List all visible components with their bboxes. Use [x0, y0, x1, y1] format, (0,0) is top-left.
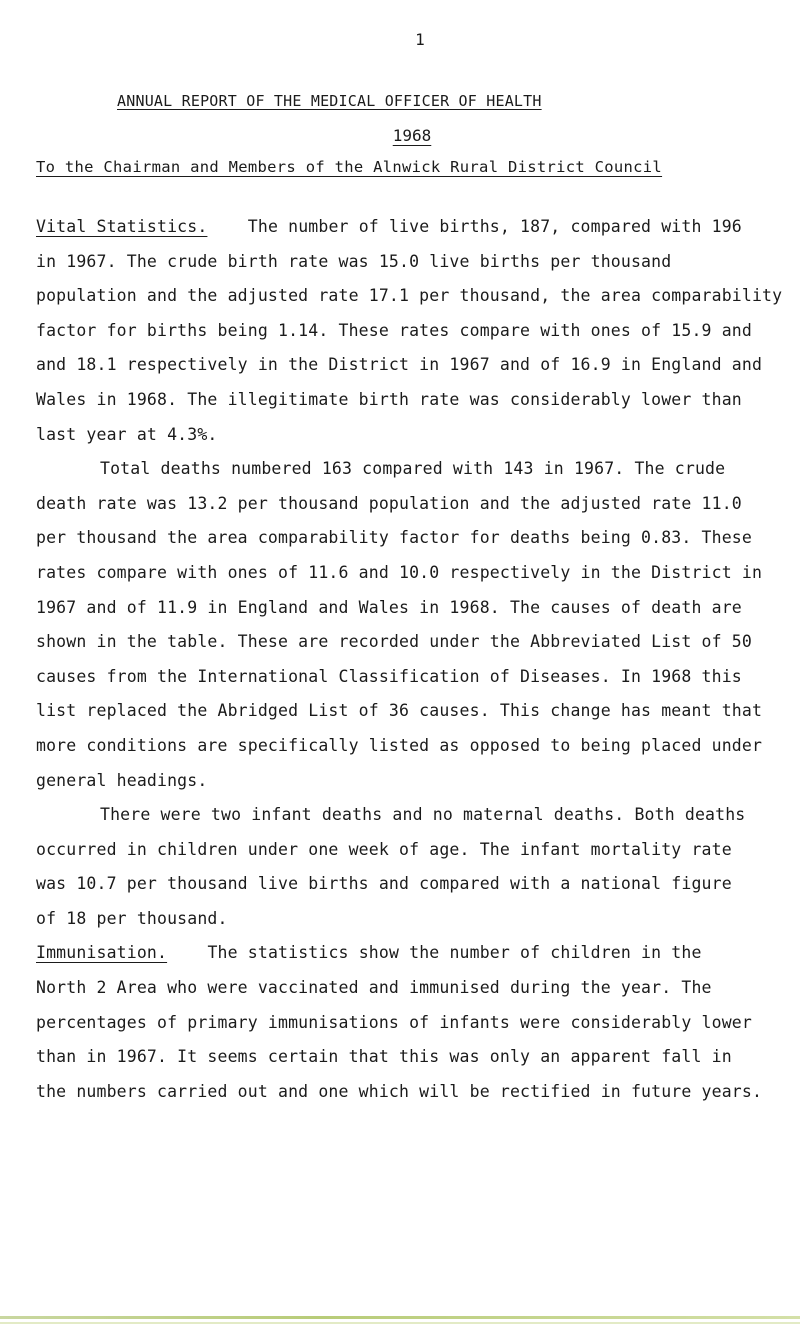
report-title: ANNUAL REPORT OF THE MEDICAL OFFICER OF HEALTH: [117, 92, 542, 110]
text-line: percentages of primary immunisations of infants were considerably lower: [36, 1012, 752, 1032]
text-line: shown in the table. These are recorded under the Abbreviated List of 50: [36, 632, 752, 652]
text-line: last year at 4.3%.: [36, 424, 218, 444]
report-year: [0, 126, 800, 145]
text-line: in 1967. The crude birth rate was 15.0 live births per thousand: [36, 251, 672, 271]
text-line: 1967 and of 11.9 in England and Wales in 1968. The causes of death are: [36, 597, 742, 617]
paragraph-deaths: [36, 452, 776, 798]
text-line: factor for births being 1.14. These rates compare with ones of 15.9 and: [36, 320, 752, 340]
scan-edge-rule: [0, 1316, 800, 1319]
text-line: There were two infant deaths and no maternal deaths. Both deaths: [100, 805, 746, 825]
addressee-line: To the Chairman and Members of the Alnwick Rural District Council: [36, 158, 663, 176]
text-line: was 10.7 per thousand live births and compared with a national figure: [36, 874, 732, 894]
page-number: 1: [415, 30, 425, 49]
text-line: [36, 936, 776, 971]
text-line: Wales in 1968. The illegitimate birth rate was considerably lower than: [36, 389, 742, 409]
text-line: of 18 per thousand.: [36, 908, 228, 928]
text-line-content: The number of live births, 187, compared with 196: [247, 217, 742, 236]
report-year-text: 1968: [392, 126, 432, 145]
text-line: [36, 210, 776, 245]
text-line: more conditions are specifically listed as opposed to being placed under: [36, 735, 763, 755]
text-line: North 2 Area who were vaccinated and immunised during the year. The: [36, 978, 712, 998]
text-line: population and the adjusted rate 17.1 per thousand, the area comparability: [36, 286, 783, 306]
report-body: [36, 210, 783, 1109]
text-line: and 18.1 respectively in the District in 1967 and of 16.9 in England and: [36, 355, 763, 375]
text-line: list replaced the Abridged List of 36 causes. This change has meant that: [36, 701, 763, 721]
text-line: death rate was 13.2 per thousand population and the adjusted rate 11.0: [36, 493, 742, 513]
text-line: the numbers carried out and one which will be rectified in future years.: [36, 1081, 763, 1101]
text-line: occurred in children under one week of age. The infant mortality rate: [36, 839, 732, 859]
text-line: Total deaths numbered 163 compared with 143 in 1967. The crude: [100, 459, 726, 479]
scan-edge-rule-secondary: [0, 1322, 800, 1324]
section-heading-immunisation: Immunisation.: [36, 943, 168, 963]
text-line-content: The statistics show the number of children in the: [207, 943, 702, 963]
text-line: general headings.: [36, 770, 208, 790]
paragraph-vital-statistics: [36, 210, 783, 452]
paragraph-infant-deaths: [36, 798, 776, 936]
text-line: than in 1967. It seems certain that this was only an apparent fall in: [36, 1047, 732, 1067]
text-line: causes from the International Classification of Diseases. In 1968 this: [36, 666, 742, 686]
paragraph-immunisation: [36, 936, 776, 1109]
section-heading-vital-statistics: Vital Statistics.: [36, 217, 208, 236]
text-line: per thousand the area comparability factor for deaths being 0.83. These: [36, 528, 752, 548]
text-line: rates compare with ones of 11.6 and 10.0 respectively in the District in: [36, 562, 763, 582]
